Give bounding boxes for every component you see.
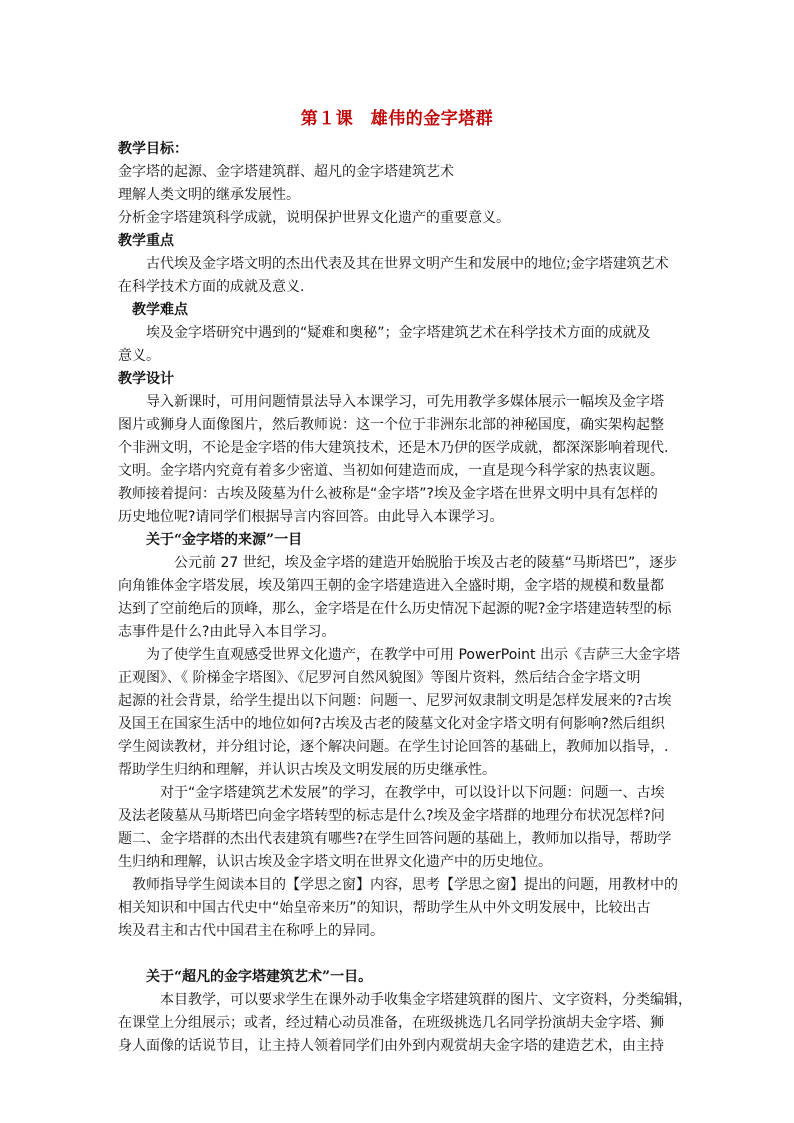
text-line: 起源的社会背景，给学生提出以下问题：问题一、尼罗河奴隶制文明是怎样发展来的?古埃 [118,693,672,709]
text-line: 历史地位呢?请同学们根据导言内容回答。由此导入本课学习。 [118,509,504,525]
heading-difficulties: 教学难点 [132,302,188,318]
text-line: 在课堂上分组展示；或者，经过精心动员准备，在班级挑选几名同学扮演胡夫金字塔、狮 [118,1015,664,1031]
text-line: 身人面像的话说节目，让主持人领着同学们由外到内观赏胡夫金字塔的建造艺术，由主持 [118,1038,664,1054]
text-line: 公元前 27 世纪，埃及金字塔的建造开始脱胎于埃及古老的陵墓“马斯塔巴”，逐步 [174,555,678,571]
text-line: 本目教学，可以要求学生在课外动手收集金字塔建筑群的图片、文字资料，分类编辑， [160,992,692,1008]
text-line: 意义。 [118,348,160,364]
heading-teaching-goals: 教学目标： [118,141,188,157]
text-line: 个非洲文明，不论是金字塔的伟大建筑技术，还是木乃伊的医学成就，都深深影响着现代. [118,440,669,456]
text-line: 分析金字塔建筑科学成就，说明保护世界文化遗产的重要意义。 [118,210,510,226]
text-line: 生归纳和理解，认识古埃及金字塔文明在世界文化遗产中的历史地位。 [118,854,552,870]
text-line: 古代埃及金字塔文明的杰出代表及其在世界文明产生和发展中的地位;金字塔建筑艺术 [146,256,669,272]
text-line: 埃及君主和古代中国君主在称呼上的异同。 [118,923,384,939]
text-line: 正观图》、《 阶梯金字塔图》、《尼罗河自然风貌图》等图片资料，然后结合金字塔文明 [118,670,641,686]
text-line: 题二、金字塔群的杰出代表建筑有哪些?在学生回答问题的基础上，教师加以指导，帮助学 [118,831,672,847]
text-line: 向角锥体金字塔发展，埃及第四王朝的金字塔建造进入全盛时期，金字塔的规模和数量都 [118,578,664,594]
text-line: 金字塔的起源、金字塔建筑群、超凡的金字塔建筑艺术 [118,164,454,180]
text-line: 导入新课时，可用问题情景法导入本课学习，可先用教学多媒体展示一幅埃及金字塔 [146,394,664,410]
text-line: 帮助学生归纳和理解，并认识古埃及文明发展的历史继承性。 [118,762,496,778]
text-line: 学生阅读教材，并分组讨论，逐个解决问题。在学生讨论回答的基础上，教师加以指导，. [118,739,669,755]
text-line: 及法老陵墓从马斯塔巴向金字塔转型的标志是什么?埃及金字塔群的地理分布状况怎样?问 [118,808,665,824]
heading-key-points: 教学重点 [118,233,174,249]
text-line: 志事件是什么?由此导入本目学习。 [118,624,336,640]
text-line: 埃及金字塔研究中遇到的“疑难和奥秘”；金字塔建筑艺术在科学技术方面的成就及 [146,325,651,341]
text-line: 图片或狮身人面像图片，然后教师说：这一个位于非洲东北部的神秘国度，确实架构起整 [118,417,664,433]
heading-origin-section: 关于“金字塔的来源”一目 [146,532,303,548]
text-line: 在科学技术方面的成就及意义. [118,279,305,295]
text-line: 对于“金字塔建筑艺术发展”的学习，在教学中，可以设计以下问题：问题一、古埃 [160,785,665,801]
text-line: 教师接着提问：古埃及陵墓为什么被称是“金字塔”?埃及金字塔在世界文明中具有怎样的 [118,486,658,502]
heading-teaching-design: 教学设计 [118,371,174,387]
text-line: 达到了空前绝后的顶峰，那么，金字塔是在什么历史情况下起源的呢?金字塔建造转型的标 [118,601,672,617]
heading-art-section: 关于“超凡的金字塔建筑艺术”一目。 [146,969,373,985]
text-line: 相关知识和中国古代史中“始皇帝来历”的知识，帮助学生从中外文明发展中，比较出古 [118,900,651,916]
text-line: 及国王在国家生活中的地位如何?古埃及古老的陵墓文化对金字塔文明有何影响?然后组织 [118,716,665,732]
page-title: 第１课 雄伟的金字塔群 [300,109,494,129]
text-line: 理解人类文明的继承发展性。 [118,187,300,203]
text-line: 文明。金字塔内究竟有着多少密道、当初如何建造而成，一直是现今科学家的热衷议题。 [118,463,664,479]
text-line: 为了使学生直观感受世界文化遗产，在教学中可用 PowerPoint 出示《吉萨三大金字塔 [146,647,680,663]
text-line: 教师指导学生阅读本目的【学思之窗】内容，思考【学思之窗】提出的问题，用教材中的 [132,877,678,893]
